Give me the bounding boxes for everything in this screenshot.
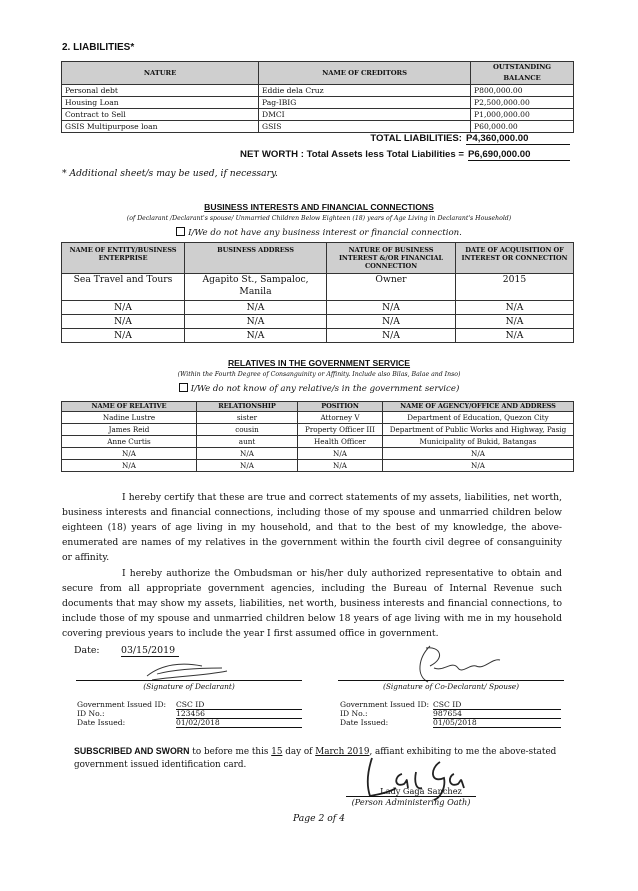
declarant-id-label: Government Issued ID: [77,700,167,709]
table-row: N/A N/A N/A N/A [62,448,574,460]
relatives-checkbox-row [0,383,638,394]
co-declarant-sig-label: (Signature of Co-Declarant/ Spouse) [382,682,520,691]
table-row: Sea Travel and Tours Agapito St., Sampaloc, Manila Owner 2015 [62,274,574,301]
co-declarant-id-label: Government Issued ID: [340,700,430,709]
col-relationship: RELATIONSHIP [197,402,298,412]
officer-label: (Person Administering Oath) [351,797,471,807]
table-row: Personal debt Eddie dela Cruz P800,000.00 [62,85,574,97]
date-label: Date: [74,645,100,656]
sworn-month: March 2019 [315,747,370,757]
col-nature-interest: NATURE OF BUSINESS INTEREST &/OR FINANCIAL CONNECTION [327,243,456,274]
declarant-issued-label: Date Issued: [77,718,126,727]
certify-paragraph: I hereby certify that these are true and correct statements of my assets, liabilities, net worth, business interests and financial connections, including those of my spouse and unmarried children below eighteen (18) years of age living in my household, and that to the best of my knowledge, the above-enumerated are names of my relatives in the government within the fourth civil degree of consanguinity or affinity. [62,492,562,563]
col-position: POSITION [298,402,383,412]
liabilities-table [61,61,574,133]
table-row: Housing Loan Pag-IBIG P2,500,000.00 [62,97,574,109]
co-declarant-id-value: CSC ID [433,700,561,710]
page-number: Page 2 of 4 [293,813,345,824]
declarant-id-value: CSC ID [176,700,302,710]
date-value: 03/15/2019 [121,645,179,657]
networth-label: NET WORTH : Total Assets less Total Liabilities = [240,149,464,160]
relatives-table [61,401,574,472]
table-row: N/A N/A N/A N/A [62,301,574,315]
declarant-sig-line [76,680,302,681]
table-row: N/A N/A N/A N/A [62,315,574,329]
table-row: James Reid cousin Property Officer III Department of Public Works and Highway, Pasig [62,424,574,436]
col-balance: OUTSTANDING BALANCE [471,62,574,85]
business-checkbox[interactable] [176,227,185,236]
col-relative-name: NAME OF RELATIVE [62,402,197,412]
table-row: N/A N/A N/A N/A [62,460,574,472]
officer-name: Lady Gaga Sanchez [380,786,462,796]
total-liabilities-label: TOTAL LIABILITIES: [370,133,462,144]
total-liabilities-value: P4,360,000.00 [466,133,570,145]
table-row: Nadine Lustre sister Attorney V Department of Education, Quezon City [62,412,574,424]
co-declarant-sig-line [338,680,564,681]
table-row: GSIS Multipurpose loan GSIS P60,000.00 [62,121,574,133]
business-table [61,242,574,343]
sworn-text-2: day of [282,747,316,757]
co-declarant-idno-label: ID No.: [340,709,368,718]
sworn-text-3: , affiant exhibiting to me the above-stated government issued identification card. [74,747,557,770]
sworn-text-1: to before me this [189,747,272,757]
co-declarant-idno-value: 987654 [433,709,561,719]
col-creditors: NAME OF CREDITORS [259,62,471,85]
col-nature: NATURE [62,62,259,85]
business-subheading: (of Declarant /Declarant's spouse/ Unmarried Children Below Eighteen (18) years of Age Living in Declarant's Household) [126,215,512,222]
table-row: Contract to Sell DMCI P1,000,000.00 [62,109,574,121]
authorize-paragraph: I hereby authorize the Ombudsman or his/her duly authorized representative to obtain and secure from all appropriate government agencies, including the Bureau of Internal Revenue such documents that may show my assets, liabilities, net worth, business interests and financial connections, to include those of my spouse and unmarried children below 18 years of age living with me in my household covering previous years to include the year I first assumed office in government. [62,568,562,639]
table-row: Anne Curtis aunt Health Officer Municipality of Bukid, Batangas [62,436,574,448]
co-declarant-issued-label: Date Issued: [340,718,389,727]
co-declarant-issued-value: 01/05/2018 [433,718,561,728]
relatives-checkbox-label: I/We do not know of any relative/s in the government service) [190,384,460,394]
relatives-heading: RELATIVES IN THE GOVERNMENT SERVICE [227,358,411,368]
declarant-sig-label: (Signature of Declarant) [143,682,235,691]
business-checkbox-label: I/We do not have any business interest or financial connection. [188,228,462,238]
sworn-day: 15 [271,747,283,757]
col-agency: NAME OF AGENCY/OFFICE AND ADDRESS [383,402,574,412]
additional-sheet-note: * Additional sheet/s may be used, if necessary. [62,168,278,179]
networth-value: P6,690,000.00 [468,149,570,161]
col-address: BUSINESS ADDRESS [185,243,327,274]
col-date-acquisition: DATE OF ACQUISITION OF INTEREST OR CONNECTION [456,243,574,274]
sworn-bold: SUBSCRIBED AND SWORN [74,746,190,756]
col-entity: NAME OF ENTITY/BUSINESS ENTERPRISE [62,243,185,274]
business-checkbox-row [0,227,638,238]
business-heading: BUSINESS INTERESTS AND FINANCIAL CONNECTIONS [204,202,434,212]
table-row: N/A N/A N/A N/A [62,329,574,343]
declarant-idno-label: ID No.: [77,709,105,718]
section-title: 2. LIABILITIES* [62,42,135,53]
declarant-idno-value: 123456 [176,709,302,719]
relatives-subheading: (Within the Fourth Degree of Consanguinity or Affinity. Include also Bilas, Balae and Inso) [177,371,461,378]
sworn-paragraph [74,745,568,772]
declarant-issued-value: 01/02/2018 [176,718,302,728]
relatives-checkbox[interactable] [179,383,188,392]
